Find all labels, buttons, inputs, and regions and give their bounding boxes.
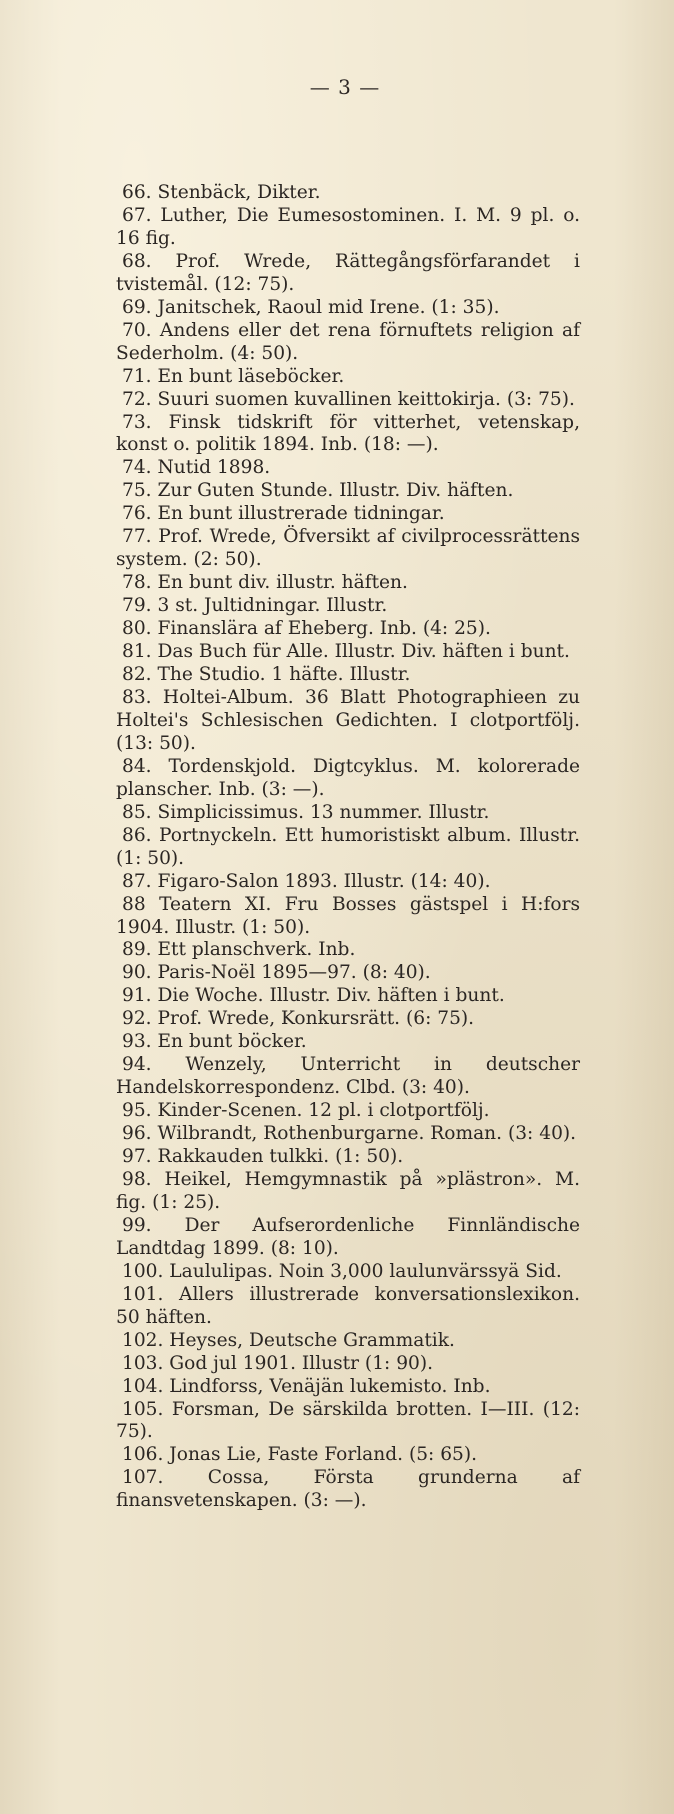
catalogue-entry: 102. Heyses, Deutsche Grammatik. xyxy=(122,1329,455,1351)
catalogue-entry: 89. Ett planschverk. Inb. xyxy=(122,939,356,961)
catalogue-entry: 84. Tordenskjold. Digtcyklus. M. kolorerade planscher. Inb. (3: —). xyxy=(116,755,580,800)
catalogue-entry: 88 Teatern XI. Fru Bosses gästspel i H:fors 1904. Illustr. (1: 50). xyxy=(116,893,580,938)
catalogue-entry: 103. God jul 1901. Illustr (1: 90). xyxy=(122,1352,434,1374)
catalogue-entry: 105. Forsman, De särskilda brotten. I—III. (12: 75). xyxy=(116,1398,580,1443)
catalogue-entry: 69. Janitschek, Raoul mid Irene. (1: 35). xyxy=(122,296,500,318)
catalogue-entry: 104. Lindforss, Venäjän lukemisto. Inb. xyxy=(122,1375,491,1397)
catalogue-entry: 76. En bunt illustrerade tidningar. xyxy=(122,503,445,525)
catalogue-entry: 94. Wenzely, Unterricht in deutscher Handelskorrespondenz. Clbd. (3: 40). xyxy=(116,1054,580,1099)
catalogue-entry: 68. Prof. Wrede, Rättegångsförfarandet i tvistemål. (12: 75). xyxy=(116,250,580,295)
catalogue-entry: 77. Prof. Wrede, Öfversikt af civilprocessrättens system. (2: 50). xyxy=(116,526,580,571)
catalogue-list xyxy=(116,182,580,1513)
catalogue-entry: 98. Heikel, Hemgymnastik på »plästron». M. fig. (1: 25). xyxy=(116,1168,580,1213)
catalogue-entry: 82. The Studio. 1 häfte. Illustr. xyxy=(122,664,411,686)
catalogue-entry: 96. Wilbrandt, Rothenburgarne. Roman. (3: 40). xyxy=(122,1123,577,1145)
catalogue-entry: 86. Portnyckeln. Ett humoristiskt album. Illustr. (1: 50). xyxy=(116,824,580,869)
catalogue-entry: 67. Luther, Die Eumesostominen. I. M. 9 pl. o. 16 fig. xyxy=(116,204,580,249)
catalogue-entry: 101. Allers illustrerade konversationslexikon. 50 häften. xyxy=(116,1283,580,1328)
catalogue-entry: 73. Finsk tidskrift för vitterhet, vetenskap, konst o. politik 1894. Inb. (18: —). xyxy=(116,411,580,456)
catalogue-entry: 106. Jonas Lie, Faste Forland. (5: 65). xyxy=(122,1444,478,1466)
catalogue-entry: 80. Finanslära af Eheberg. Inb. (4: 25). xyxy=(122,618,491,640)
catalogue-entry: 93. En bunt böcker. xyxy=(122,1031,307,1053)
catalogue-entry: 91. Die Woche. Illustr. Div. häften i bunt. xyxy=(122,985,505,1007)
catalogue-entry: 72. Suuri suomen kuvallinen keittokirja. (3: 75). xyxy=(122,388,575,410)
catalogue-entry: 81. Das Buch für Alle. Illustr. Div. häften i bunt. xyxy=(122,641,570,663)
catalogue-entry: 79. 3 st. Jultidningar. Illustr. xyxy=(122,595,388,617)
catalogue-entry: 90. Paris-Noël 1895—97. (8: 40). xyxy=(122,962,431,984)
catalogue-entry: 71. En bunt läseböcker. xyxy=(122,365,345,387)
catalogue-entry: 83. Holtei-Album. 36 Blatt Photographieen zu Holtei's Schlesischen Gedichten. I clotportfölj. (13: 50). xyxy=(116,686,580,754)
catalogue-entry: 107. Cossa, Första grunderna af finansvetenskapen. (3: —). xyxy=(116,1467,580,1512)
catalogue-entry: 70. Andens eller det rena förnuftets religion af Sederholm. (4: 50). xyxy=(116,319,580,364)
catalogue-entry: 99. Der Aufserordenliche Finnländische Landtdag 1899. (8: 10). xyxy=(116,1214,580,1259)
catalogue-entry: 85. Simplicissimus. 13 nummer. Illustr. xyxy=(122,801,490,823)
catalogue-entry: 75. Zur Guten Stunde. Illustr. Div. häften. xyxy=(122,480,514,502)
catalogue-entry: 78. En bunt div. illustr. häften. xyxy=(122,572,408,594)
catalogue-entry: 66. Stenbäck, Dikter. xyxy=(122,182,321,203)
page-number: — 3 — xyxy=(309,75,381,99)
catalogue-entry: 92. Prof. Wrede, Konkursrätt. (6: 75). xyxy=(122,1008,475,1030)
catalogue-entry: 97. Rakkauden tulkki. (1: 50). xyxy=(122,1146,404,1168)
catalogue-entry: 95. Kinder-Scenen. 12 pl. i clotportfölj. xyxy=(122,1100,490,1122)
catalogue-entry: 100. Laululipas. Noin 3,000 laulunvärssyä Sid. xyxy=(122,1260,562,1282)
document-page xyxy=(116,72,580,1513)
catalogue-entry: 74. Nutid 1898. xyxy=(122,457,271,479)
catalogue-entry: 87. Figaro-Salon 1893. Illustr. (14: 40). xyxy=(122,870,491,892)
